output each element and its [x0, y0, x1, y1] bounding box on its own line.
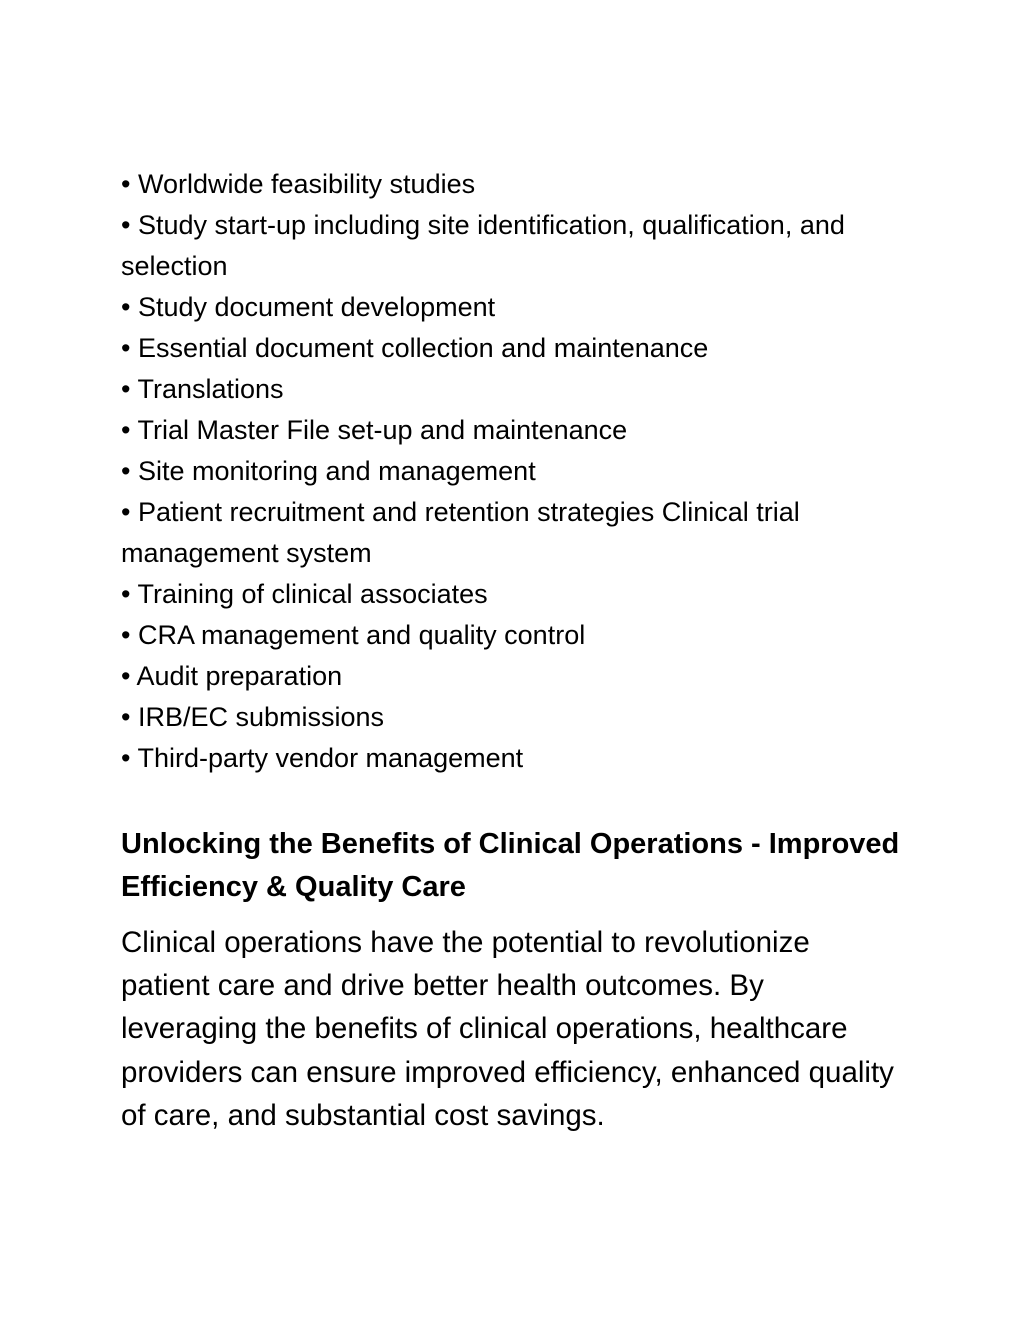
list-item: • Training of clinical associates [121, 579, 488, 609]
document-page [121, 164, 911, 1137]
list-item: • Trial Master File set-up and maintenance [121, 415, 628, 445]
list-item: • Patient recruitment and retention strategies Clinical trial management system [121, 497, 800, 568]
section-heading: Unlocking the Benefits of Clinical Operations - Improved Efficiency & Quality Care [121, 828, 900, 903]
services-list [121, 164, 911, 779]
list-item: • Site monitoring and management [121, 456, 536, 486]
list-item: • Study document development [121, 292, 496, 322]
list-item: • Essential document collection and maintenance [121, 333, 709, 363]
section-paragraph: Clinical operations have the potential to revolutionize patient care and drive better health outcomes. By leveraging the benefits of clinical operations, healthcare providers can ensure improved efficiency, enhanced quality of care, and substantial cost savings. [121, 926, 894, 1132]
list-item: • Worldwide feasibility studies [121, 169, 476, 199]
list-item: • Audit preparation [121, 661, 343, 691]
list-item: • Third-party vendor management [121, 743, 524, 773]
list-item: • CRA management and quality control [121, 620, 586, 650]
list-item: • IRB/EC submissions [121, 702, 385, 732]
list-item: • Study start-up including site identification, qualification, and selection [121, 210, 845, 281]
list-item: • Translations [121, 374, 284, 404]
